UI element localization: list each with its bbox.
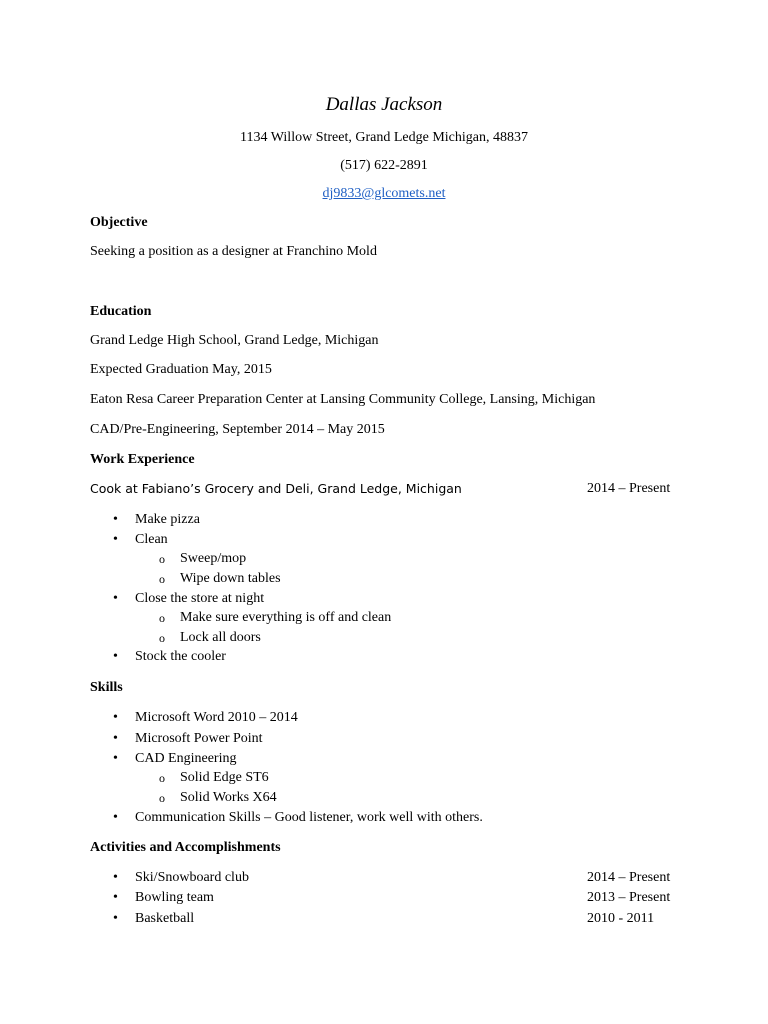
education-line: Eaton Resa Career Preparation Center at Lansing Community College, Lansing, Michigan — [90, 392, 596, 407]
bullet-icon: • — [113, 710, 118, 725]
bullet-icon: • — [113, 810, 118, 825]
list-item: Microsoft Word 2010 – 2014 — [135, 710, 298, 725]
bullet-icon: • — [113, 532, 118, 547]
sub-bullet-icon: o — [159, 631, 165, 645]
education-heading: Education — [90, 304, 152, 319]
list-item: Solid Edge ST6 — [180, 770, 269, 785]
bullet-icon: • — [113, 911, 118, 926]
sub-bullet-icon: o — [159, 791, 165, 805]
list-item: Solid Works X64 — [180, 790, 277, 805]
candidate-name: Dallas Jackson — [325, 94, 443, 115]
list-item: Lock all doors — [180, 630, 261, 645]
job-title: Cook at Fabiano’s Grocery and Deli, Grand Ledge, Michigan — [90, 481, 462, 496]
list-item: Stock the cooler — [135, 649, 226, 664]
bullet-icon: • — [113, 890, 118, 905]
education-line: CAD/Pre-Engineering, September 2014 – May 2015 — [90, 422, 385, 437]
objective-text: Seeking a position as a designer at Franchino Mold — [90, 244, 377, 259]
activity-dates: 2013 – Present — [587, 890, 671, 905]
list-item: CAD Engineering — [135, 751, 237, 766]
activities-heading: Activities and Accomplishments — [90, 840, 281, 855]
activity-dates: 2010 - 2011 — [587, 911, 655, 926]
list-item: Sweep/mop — [180, 551, 247, 566]
bullet-icon: • — [113, 731, 118, 746]
address: 1134 Willow Street, Grand Ledge Michigan, 48837 — [240, 130, 528, 145]
sub-bullet-icon: o — [159, 552, 165, 566]
education-line: Expected Graduation May, 2015 — [90, 362, 272, 377]
list-item: Communication Skills – Good listener, work well with others. — [135, 810, 483, 825]
list-item: Clean — [135, 532, 168, 547]
job-dates: 2014 – Present — [587, 481, 671, 496]
bullet-icon: • — [113, 751, 118, 766]
work-heading: Work Experience — [90, 452, 195, 467]
education-line: Grand Ledge High School, Grand Ledge, Michigan — [90, 333, 379, 348]
email-link[interactable]: dj9833@glcomets.net — [322, 186, 446, 201]
bullet-icon: • — [113, 649, 118, 664]
list-item: Wipe down tables — [180, 571, 281, 586]
phone-number: (517) 622-2891 — [340, 158, 428, 173]
activity-dates: 2014 – Present — [587, 870, 671, 885]
list-item: Bowling team — [135, 890, 214, 905]
bullet-icon: • — [113, 591, 118, 606]
skills-heading: Skills — [90, 680, 123, 695]
email-container — [0, 185, 768, 203]
sub-bullet-icon: o — [159, 611, 165, 625]
objective-heading: Objective — [90, 215, 148, 230]
list-item: Ski/Snowboard club — [135, 870, 249, 885]
sub-bullet-icon: o — [159, 572, 165, 586]
bullet-icon: • — [113, 512, 118, 527]
list-item: Make pizza — [135, 512, 200, 527]
list-item: Make sure everything is off and clean — [180, 610, 392, 625]
bullet-icon: • — [113, 870, 118, 885]
list-item: Basketball — [135, 911, 195, 926]
list-item: Close the store at night — [135, 591, 265, 606]
sub-bullet-icon: o — [159, 771, 165, 785]
list-item: Microsoft Power Point — [135, 731, 263, 746]
